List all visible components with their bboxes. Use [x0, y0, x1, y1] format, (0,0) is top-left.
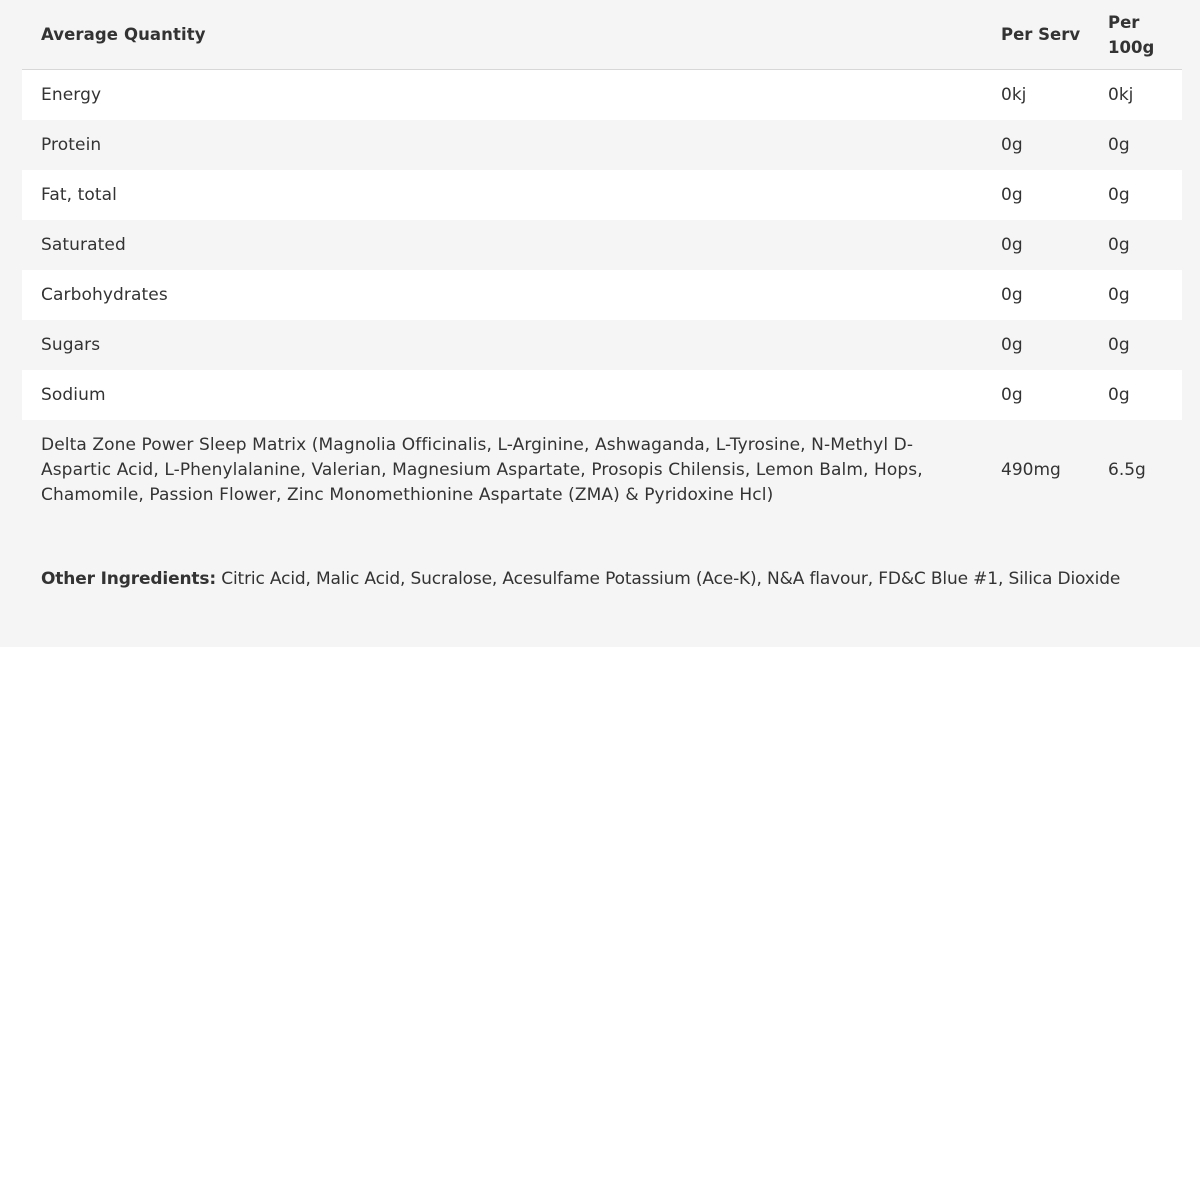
- other-ingredients-label: Other Ingredients:: [41, 569, 216, 589]
- per-serv-value: 0kj: [1001, 84, 1027, 105]
- per-100g-value: 0g: [1108, 334, 1130, 355]
- per-100g-value: 0g: [1108, 234, 1130, 255]
- per-100g-value: 0g: [1108, 384, 1130, 405]
- nutrient-name: Sodium: [41, 384, 106, 405]
- per-serv-value: 0g: [1001, 134, 1023, 155]
- nutrient-name: Carbohydrates: [41, 284, 168, 305]
- per-serv-value: 0g: [1001, 334, 1023, 355]
- nutrition-table: [22, 0, 1182, 520]
- nutrient-name: Saturated: [41, 234, 126, 255]
- table-row: [22, 370, 1182, 420]
- per-serv-value: 0g: [1001, 384, 1023, 405]
- per-100g-value: 0kj: [1108, 84, 1134, 105]
- per-serv-value: 490mg: [1001, 459, 1061, 480]
- table-row: [22, 70, 1182, 120]
- header-average-quantity: Average Quantity: [41, 25, 206, 44]
- nutrient-name: Energy: [41, 84, 102, 105]
- per-100g-value: 0g: [1108, 134, 1130, 155]
- nutrient-name: Sugars: [41, 334, 101, 355]
- table-row: [22, 220, 1182, 270]
- table-row: [22, 320, 1182, 370]
- per-serv-value: 0g: [1001, 284, 1023, 305]
- nutrient-name: Fat, total: [41, 184, 117, 205]
- header-per-serv: Per Serv: [1001, 25, 1081, 44]
- header-per-100g: Per 100g: [1108, 12, 1155, 57]
- per-100g-value: 6.5g: [1108, 459, 1146, 480]
- other-ingredients-text: Citric Acid, Malic Acid, Sucralose, Acesulfame Potassium (Ace-K), N&A flavour, FD&C Blue #1, Silica Dioxide: [221, 569, 1121, 589]
- per-serv-value: 0g: [1001, 184, 1023, 205]
- per-serv-value: 0g: [1001, 234, 1023, 255]
- other-ingredients: [41, 567, 1191, 592]
- table-row: [22, 170, 1182, 220]
- per-100g-value: 0g: [1108, 284, 1130, 305]
- table-row-matrix: [22, 420, 1182, 520]
- nutrient-name: Protein: [41, 134, 102, 155]
- table-header: [22, 0, 1182, 70]
- matrix-ingredients: Delta Zone Power Sleep Matrix (Magnolia Officinalis, L-Arginine, Ashwaganda, L-Tyrosine, N-Methyl D-Aspartic Acid, L-Phenylalanine, Valerian, Magnesium Aspartate, Prosopis Chilensis, Lemon Balm, Hops, Chamomile, Passion Flower, Zinc Monomethionine Aspartate (ZMA) & Pyridoxine Hcl): [41, 434, 923, 505]
- per-100g-value: 0g: [1108, 184, 1130, 205]
- table-row: [22, 270, 1182, 320]
- table-row: [22, 120, 1182, 170]
